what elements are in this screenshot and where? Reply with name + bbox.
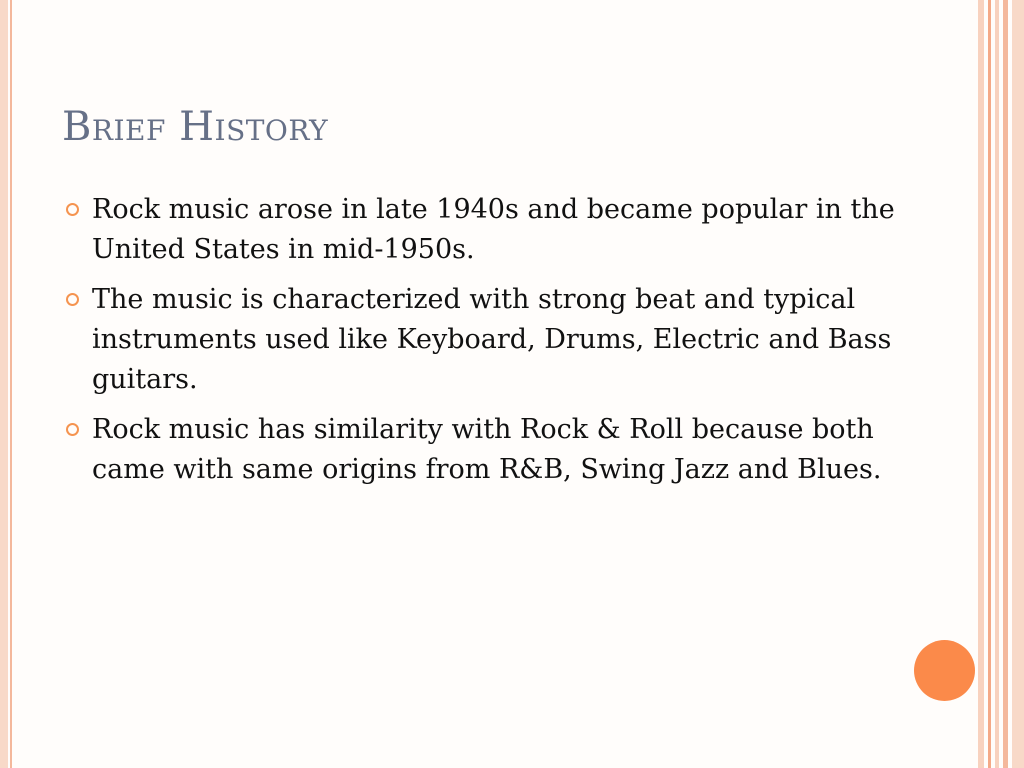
right-frame-stripe [978, 0, 984, 768]
right-frame-stripe [988, 0, 991, 768]
right-frame-stripe [1012, 0, 1024, 768]
circle-bullet-icon [66, 423, 79, 436]
right-frame-stripe [1003, 0, 1008, 768]
bullet-item [66, 280, 896, 400]
right-frame-stripe [995, 0, 999, 768]
left-frame-band [0, 0, 8, 768]
bullet-item [66, 410, 896, 490]
slide-title: Brief History [62, 104, 329, 150]
circle-bullet-icon [66, 203, 79, 216]
bullet-text: Rock music has similarity with Rock & Roll because both came with same origins from R&B, Swing Jazz and Blues. [92, 414, 882, 485]
circle-bullet-icon [66, 293, 79, 306]
bullet-text: The music is characterized with strong beat and typical instruments used like Keyboard, Drums, Electric and Bass guitars. [92, 284, 892, 395]
bullet-text: Rock music arose in late 1940s and became popular in the United States in mid-1950s. [92, 194, 895, 265]
decorative-circle [914, 640, 975, 701]
left-frame-line [10, 0, 12, 768]
bullet-list [66, 190, 896, 500]
bullet-item [66, 190, 896, 270]
